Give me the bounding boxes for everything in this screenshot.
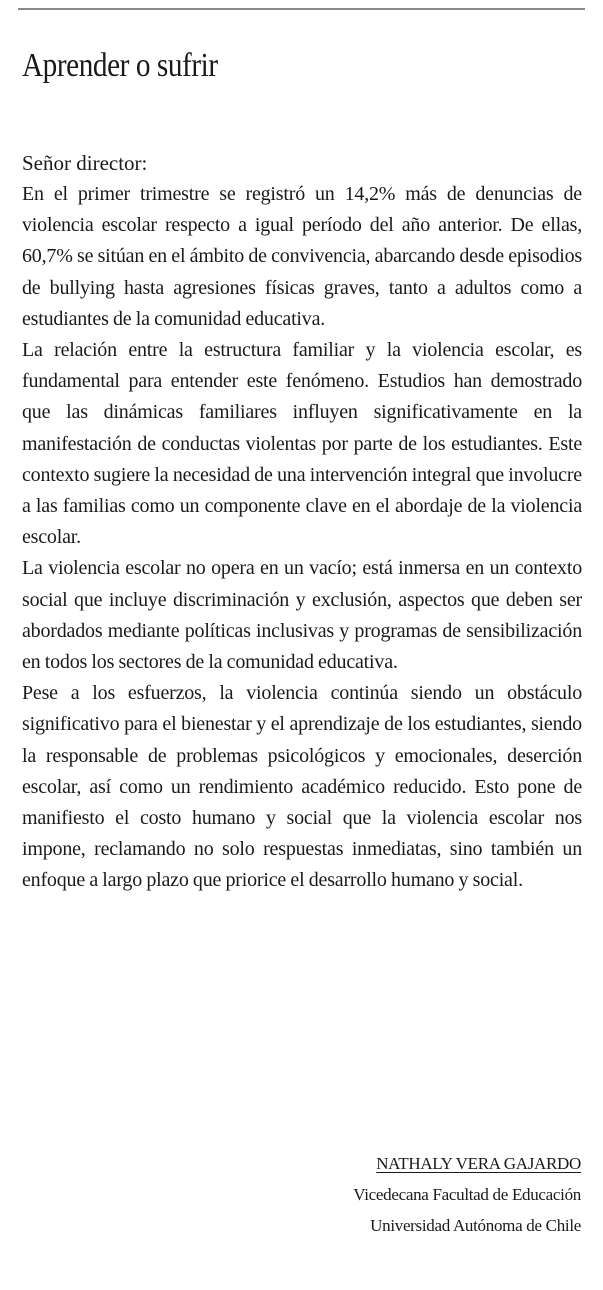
- letter-to-editor: [22, 40, 582, 897]
- letter-paragraph-3: La violencia escolar no opera en un vacío; está inmersa en un contexto social que incluye discriminación y exclusión, aspectos que deben ser abordados mediante políticas inclusivas y programas de sensibilización en todos los sectores de la comunidad educativa.: [22, 557, 582, 674]
- letter-paragraph-2: La relación entre la estructura familiar y la violencia escolar, es fundamental para entender este fenómeno. Estudios han demostrado que las dinámicas familiares influyen significativamente en la manifestación de conductas violentas por parte de los estudiantes. Este contexto sugiere la necesidad de una intervención integral que involucre a las familias como un componente clave en el abordaje de la violencia escolar.: [22, 339, 582, 549]
- letter-headline: Aprender o sufrir: [22, 47, 218, 84]
- signature-institution: Universidad Autónoma de Chile: [370, 1216, 581, 1235]
- letter-paragraph-4: Pese a los esfuerzos, la violencia continúa siendo un obstáculo significativo para el bienestar y el aprendizaje de los estudiantes, siendo la responsable de problemas psicológicos y emocionales, deserción escolar, así como un rendimiento académico reducido. Esto pone de manifiesto el costo humano y social que la violencia escolar nos impone, reclamando no solo respuestas inmediatas, sino también un enfoque a largo plazo que priorice el desarrollo humano y social.: [22, 682, 582, 892]
- letter-salutation: Señor director:: [22, 151, 148, 175]
- top-divider: [18, 8, 585, 10]
- letter-signature: [353, 1148, 581, 1241]
- letter-paragraph-1: En el primer trimestre se registró un 14,2% más de denuncias de violencia escolar respecto a igual período del año anterior. De ellas, 60,7% se sitúan en el ámbito de convivencia, abarcando desde episodios de bullying hasta agresiones físicas graves, tanto a adultos como a estudiantes de la comunidad educativa.: [22, 183, 582, 330]
- signature-title: Vicedecana Facultad de Educación: [353, 1185, 581, 1204]
- signature-name: NATHALY VERA GAJARDO: [376, 1154, 581, 1173]
